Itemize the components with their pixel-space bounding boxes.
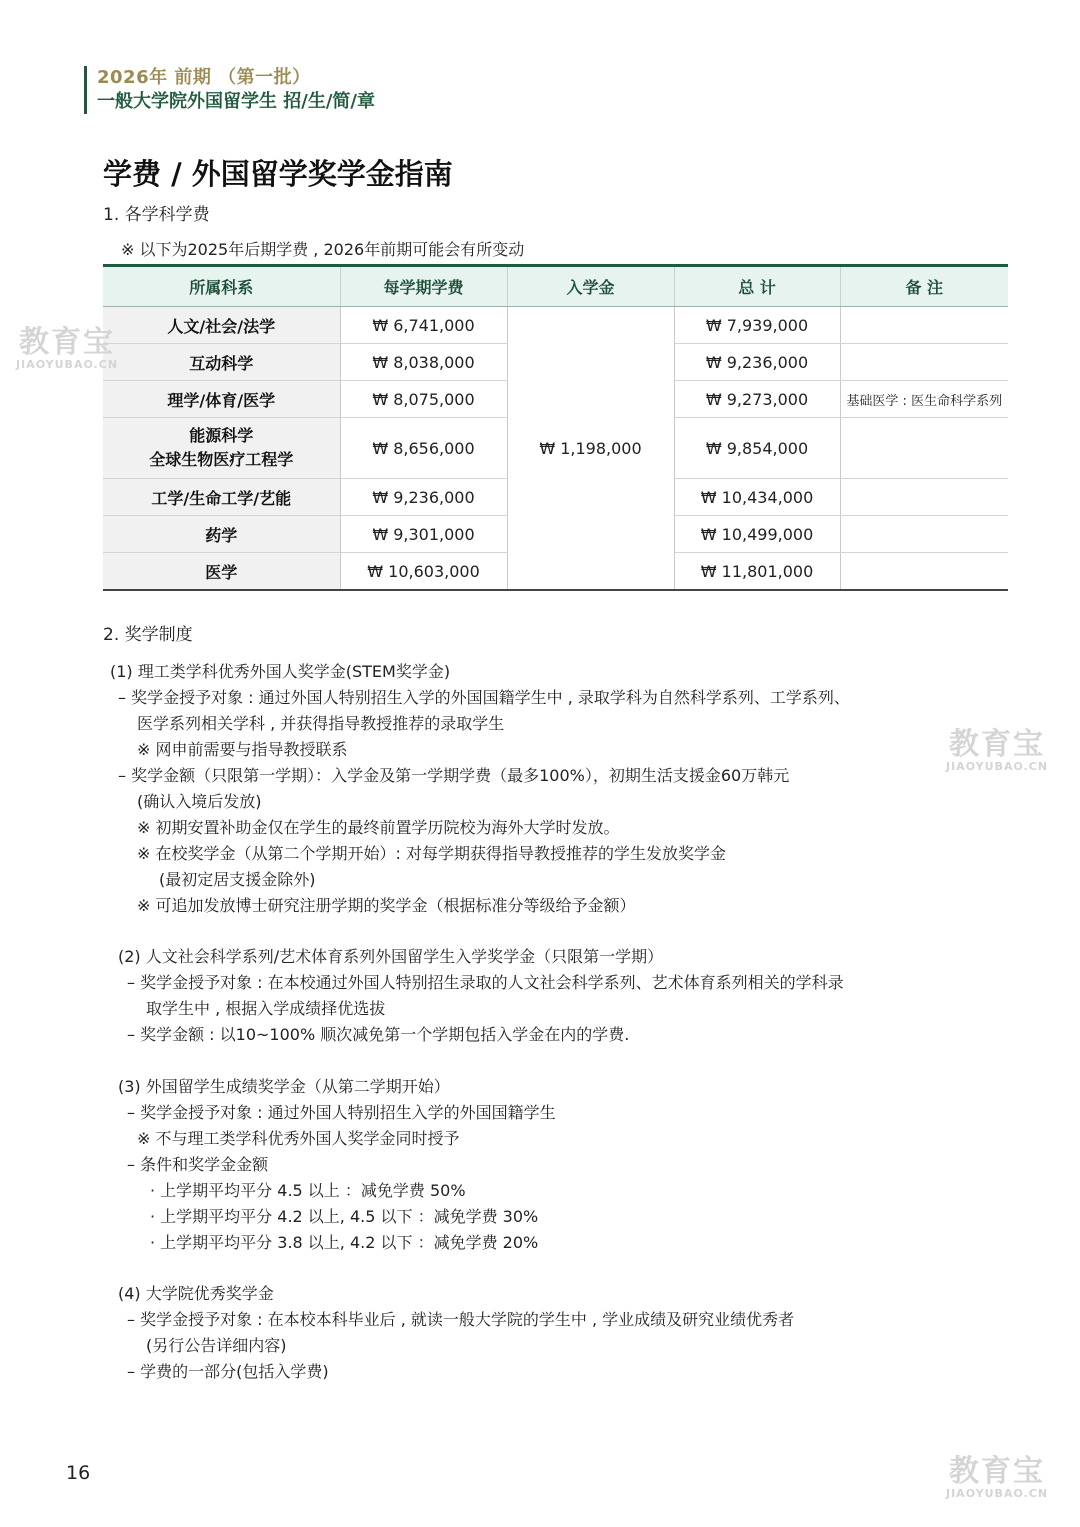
remark-cell <box>840 479 1008 516</box>
page-number: 16 <box>66 1462 91 1484</box>
watermark-logo <box>16 327 118 371</box>
dept-line-2: 全球生物医疗工程学 <box>149 450 294 469</box>
remark-cell <box>840 418 1008 479</box>
total-cell: ₩ 9,273,000 <box>674 381 840 418</box>
remark-cell <box>840 344 1008 381</box>
total-cell: ₩ 10,434,000 <box>674 479 840 516</box>
remark-cell: 基础医学 : 医生命科学系列 <box>840 381 1008 418</box>
header-tuition: 每学期学费 <box>340 266 507 307</box>
admission-fee-cell: ₩ 1,198,000 <box>507 307 674 591</box>
tuition-cell: ₩ 10,603,000 <box>340 553 507 591</box>
header-remark: 备 注 <box>840 266 1008 307</box>
dept-cell: 工学/生命工学/艺能 <box>103 479 340 516</box>
scholarship-3-line: – 条件和奖学金金额 <box>127 1155 269 1174</box>
header-total: 总 计 <box>674 266 840 307</box>
dept-cell: 医学 <box>103 553 340 591</box>
scholarship-4-line: – 学费的一部分(包括入学费) <box>127 1362 329 1381</box>
scholarship-1-title: (1) 理工类学科优秀外国人奖学金(STEM奖学金) <box>110 662 451 681</box>
scholarship-1-line: 医学系列相关学科 , 并获得指导教授推荐的录取学生 <box>137 714 505 733</box>
scholarship-1-note: ※ 初期安置补助金仅在学生的最终前置学历院校为海外大学时发放。 <box>137 818 620 837</box>
watermark-en: JIAOYUBAO.CN <box>946 1487 1049 1500</box>
dept-cell: 人文/社会/法学 <box>103 307 340 344</box>
remark-cell <box>840 553 1008 591</box>
tuition-cell: ₩ 8,656,000 <box>340 418 507 479</box>
dept-cell: 药学 <box>103 516 340 553</box>
total-cell: ₩ 7,939,000 <box>674 307 840 344</box>
scholarship-4-line: – 奖学金授予对象 : 在本校本科毕业后 , 就读一般大学院的学生中 , 学业成绩及研究业绩优秀者 <box>127 1310 795 1329</box>
scholarship-4-title: (4) 大学院优秀奖学金 <box>118 1284 274 1303</box>
tuition-cell: ₩ 6,741,000 <box>340 307 507 344</box>
scholarship-1-line: – 奖学金授予对象 : 通过外国人特别招生入学的外国国籍学生中 , 录取学科为自然科学系列、工学系列、 <box>118 688 850 707</box>
tuition-cell: ₩ 9,301,000 <box>340 516 507 553</box>
tuition-fee-table <box>103 264 1008 591</box>
watermark-logo <box>946 729 1048 773</box>
page-title: 学费 / 外国留学奖学金指南 <box>103 157 453 191</box>
section2-heading: 2. 奖学制度 <box>103 625 193 645</box>
watermark-logo <box>946 1456 1048 1500</box>
dept-line-1: 能源科学 <box>189 426 254 445</box>
total-cell: ₩ 9,854,000 <box>674 418 840 479</box>
table-header-row <box>103 266 1008 307</box>
table-row <box>103 307 1008 344</box>
header-subtitle: 一般大学院外国留学生 招/生/简/章 <box>97 91 375 112</box>
scholarship-1-note: ※ 网申前需要与指导教授联系 <box>137 740 348 759</box>
scholarship-2-title: (2) 人文社会科学系列/艺术体育系列外国留学生入学奖学金（只限第一学期） <box>118 947 664 966</box>
remark-cell <box>840 307 1008 344</box>
tuition-cell: ₩ 8,038,000 <box>340 344 507 381</box>
watermark-cn: 教育宝 <box>949 1454 1046 1489</box>
scholarship-3-title: (3) 外国留学生成绩奖学金（从第二学期开始） <box>118 1077 450 1096</box>
grade-condition-item: · 上学期平均平分 4.5 以上 ：减免学费 50% <box>150 1181 466 1200</box>
watermark-en: JIAOYUBAO.CN <box>946 760 1049 773</box>
section1-note: ※ 以下为2025年后期学费 , 2026年前期可能会有所变动 <box>121 240 525 259</box>
dept-cell: 理学/体育/医学 <box>103 381 340 418</box>
watermark-cn: 教育宝 <box>949 727 1046 762</box>
remark-cell <box>840 516 1008 553</box>
header-term: 2026年 前期 （第一批） <box>97 67 311 88</box>
watermark-cn: 教育宝 <box>19 325 116 360</box>
grade-condition-item: · 上学期平均平分 3.8 以上, 4.2 以下 ：减免学费 20% <box>150 1233 539 1252</box>
section1-heading: 1. 各学科学费 <box>103 205 210 225</box>
scholarship-2-line: – 奖学金授予对象 : 在本校通过外国人特别招生录取的人文社会科学系列、艺术体育系列相关的学科录 <box>127 973 844 992</box>
scholarship-3-note: ※ 不与理工类学科优秀外国人奖学金同时授予 <box>137 1129 460 1148</box>
tuition-cell: ₩ 9,236,000 <box>340 479 507 516</box>
grade-condition-item: · 上学期平均平分 4.2 以上, 4.5 以下 ：减免学费 30% <box>150 1207 539 1226</box>
total-cell: ₩ 11,801,000 <box>674 553 840 591</box>
watermark-en: JIAOYUBAO.CN <box>16 358 119 371</box>
scholarship-1-note: ※ 可追加发放博士研究注册学期的奖学金（根据标准分等级给予金额） <box>137 896 636 915</box>
total-cell: ₩ 9,236,000 <box>674 344 840 381</box>
scholarship-1-note: ※ 在校奖学金（从第二个学期开始）: 对每学期获得指导教授推荐的学生发放奖学金 <box>137 844 726 863</box>
total-cell: ₩ 10,499,000 <box>674 516 840 553</box>
scholarship-2-line: 取学生中 , 根据入学成绩择优选拔 <box>146 999 386 1018</box>
header-dept: 所属科系 <box>103 266 340 307</box>
scholarship-4-line: (另行公告详细内容) <box>146 1336 287 1355</box>
tuition-cell: ₩ 8,075,000 <box>340 381 507 418</box>
scholarship-1-line: – 奖学金额（只限第一学期）：入学金及第一学期学费（最多100%），初期生活支援金60万韩元 <box>118 766 790 785</box>
scholarship-3-line: – 奖学金授予对象 : 通过外国人特别招生入学的外国国籍学生 <box>127 1103 556 1122</box>
dept-cell: 互动科学 <box>103 344 340 381</box>
header-admission: 入学金 <box>507 266 674 307</box>
dept-cell <box>103 418 340 479</box>
scholarship-1-line: (确认入境后发放) <box>137 792 262 811</box>
scholarship-1-line: (最初定居支援金除外) <box>159 870 316 889</box>
scholarship-2-line: – 奖学金额 : 以10~100% 顺次减免第一个学期包括入学金在内的学费. <box>127 1025 630 1044</box>
document-header <box>84 66 375 114</box>
